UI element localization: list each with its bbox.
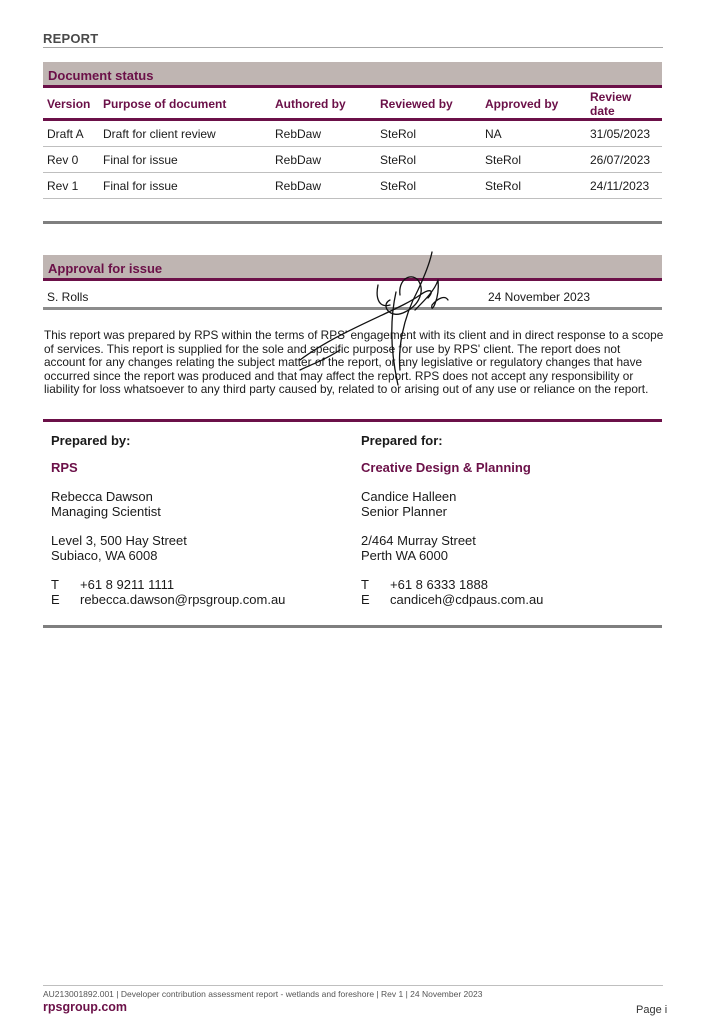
- prepared-by-email[interactable]: rebecca.dawson@rpsgroup.com.au: [80, 592, 286, 607]
- table-cell: 24/11/2023: [586, 173, 662, 199]
- prepared-for-column: [361, 433, 661, 607]
- document-status-table: [43, 90, 662, 199]
- table-cell: 31/05/2023: [586, 120, 662, 147]
- table-cell: Draft for client review: [99, 120, 271, 147]
- prepared-for-address1: 2/464 Murray Street: [361, 533, 476, 548]
- approver-name: S. Rolls: [47, 290, 89, 304]
- table-row: [43, 173, 662, 199]
- table-row: [43, 147, 662, 173]
- footer-divider: [43, 985, 663, 986]
- document-status-title: Document status: [48, 68, 154, 83]
- table-cell: RebDaw: [271, 173, 376, 199]
- section-divider: [43, 221, 662, 224]
- table-cell: Rev 1: [43, 173, 99, 199]
- bottom-divider: [43, 625, 662, 628]
- tel-label: T: [361, 577, 369, 592]
- table-cell: NA: [481, 120, 586, 147]
- table-cell: SteRol: [376, 173, 481, 199]
- prepared-for-label: Prepared for:: [361, 433, 443, 448]
- approval-title: Approval for issue: [48, 261, 163, 276]
- email-label: E: [51, 592, 60, 607]
- prepared-for-role: Senior Planner: [361, 504, 447, 519]
- prepared-for-name: Candice Halleen: [361, 489, 457, 504]
- tel-label: T: [51, 577, 59, 592]
- col-version: Version: [43, 90, 99, 120]
- prepared-for-email[interactable]: candiceh@cdpaus.com.au: [390, 592, 544, 607]
- signature-image: [280, 250, 470, 400]
- prepared-by-role: Managing Scientist: [51, 504, 161, 519]
- prepared-by-address2: Subiaco, WA 6008: [51, 548, 158, 563]
- table-cell: Rev 0: [43, 147, 99, 173]
- col-reviewed: Reviewed by: [376, 90, 481, 120]
- table-cell: SteRol: [481, 147, 586, 173]
- prepared-by-phone[interactable]: +61 8 9211 1111: [80, 577, 175, 592]
- footer-site-link[interactable]: rpsgroup.com: [43, 1000, 128, 1014]
- page-number: Page i: [636, 1004, 668, 1016]
- prepared-for-org: Creative Design & Planning: [361, 460, 531, 475]
- table-cell: 26/07/2023: [586, 147, 662, 173]
- report-header: REPORT: [43, 31, 663, 48]
- prepared-by-label: Prepared by:: [51, 433, 131, 448]
- approval-date: 24 November 2023: [488, 290, 591, 304]
- table-cell: Final for issue: [99, 147, 271, 173]
- col-purpose: Purpose of document: [99, 90, 271, 120]
- table-cell: Final for issue: [99, 173, 271, 199]
- prepared-by-name: Rebecca Dawson: [51, 489, 153, 504]
- footer-reference: AU213001892.001 | Developer contribution assessment report - wetlands and foreshore | Rev 1 | 24 November 2023: [43, 989, 483, 999]
- disclaimer-text: This report was prepared by RPS within the terms of RPS' engagement with its client and in direct response to a scope of services. This report is supplied for the sole and specific purpose for use by RPS' client. The report does not account for any changes relating the subject matter of the report, or any legislative or regulatory changes that have occurred since the report was produced and that may affect the report. RPS does not accept any responsibility or liability for loss whatsoever to any third party caused by, related to or arising out of any use or reliance on the report.: [44, 328, 664, 397]
- prepared-by-column: [51, 433, 351, 607]
- email-label: E: [361, 592, 370, 607]
- prepared-by-address1: Level 3, 500 Hay Street: [51, 533, 187, 548]
- table-header-row: [43, 90, 662, 120]
- table-cell: RebDaw: [271, 120, 376, 147]
- col-approved: Approved by: [481, 90, 586, 120]
- table-cell: SteRol: [376, 147, 481, 173]
- table-row: [43, 120, 662, 147]
- prepared-divider: [43, 419, 662, 422]
- document-status-bar: [43, 62, 662, 88]
- table-cell: Draft A: [43, 120, 99, 147]
- prepared-by-org: RPS: [51, 460, 78, 475]
- col-review-date: Review date: [586, 90, 662, 120]
- table-cell: SteRol: [376, 120, 481, 147]
- table-cell: RebDaw: [271, 147, 376, 173]
- prepared-for-phone[interactable]: +61 8 6333 1888: [390, 577, 488, 592]
- prepared-for-address2: Perth WA 6000: [361, 548, 448, 563]
- col-authored: Authored by: [271, 90, 376, 120]
- table-cell: SteRol: [481, 173, 586, 199]
